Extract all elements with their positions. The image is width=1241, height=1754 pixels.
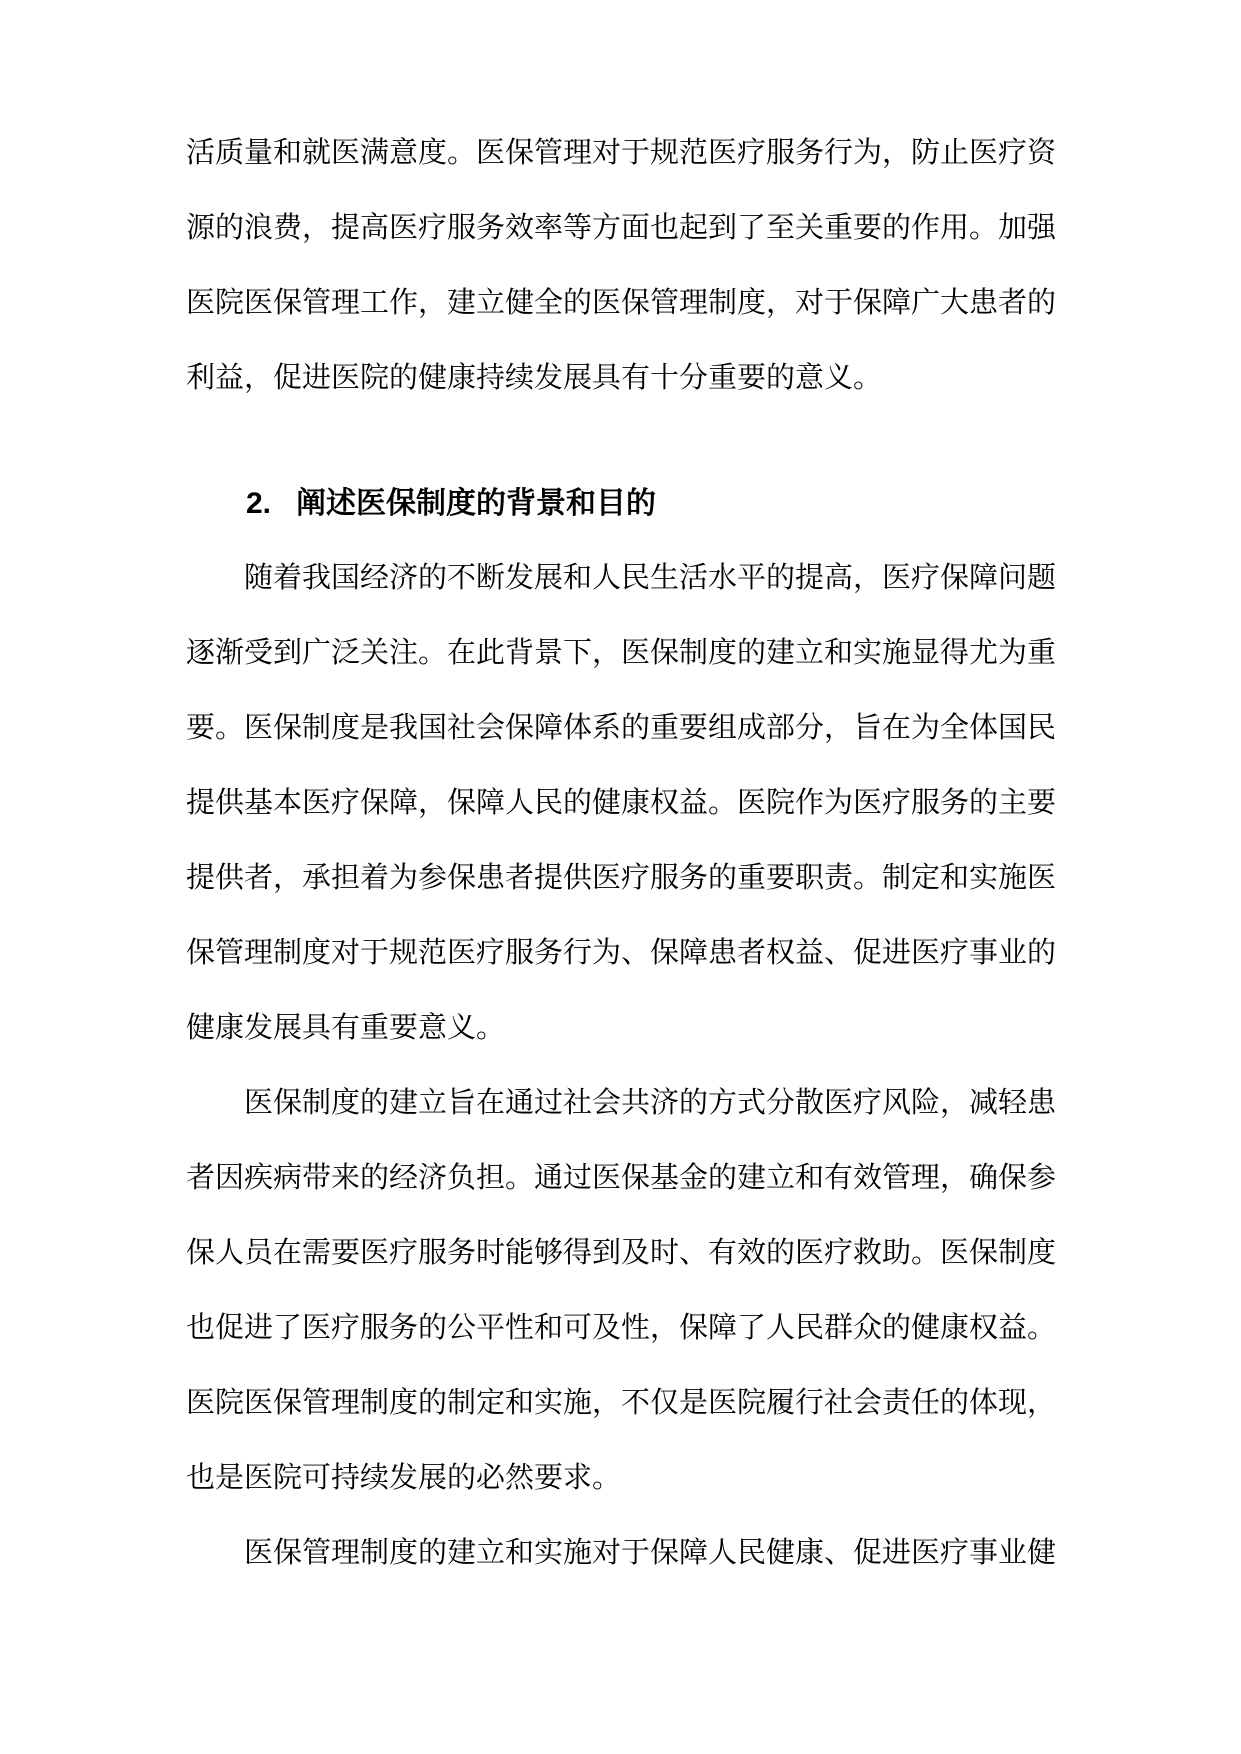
section-heading-number: 2.	[246, 487, 272, 520]
page-content	[186, 116, 1056, 1591]
paragraph-continuation: 活质量和就医满意度。医保管理对于规范医疗服务行为，防止医疗资源的浪费，提高医疗服务效率等方面也起到了至关重要的作用。加强医院医保管理工作，建立健全的医保管理制度，对于保障广大患者的利益，促进医院的健康持续发展具有十分重要的意义。	[186, 137, 1057, 394]
paragraph-significance-truncated: 医保管理制度的建立和实施对于保障人民健康、促进医疗事业健	[244, 1537, 1057, 1569]
section-heading-title: 阐述医保制度的背景和目的	[296, 487, 657, 520]
section-heading	[186, 466, 1056, 541]
paragraph-purpose: 医保制度的建立旨在通过社会共济的方式分散医疗风险，减轻患者因疾病带来的经济负担。通过医保基金的建立和有效管理，确保参保人员在需要医疗服务时能够得到及时、有效的医疗救助。医保制度也促进了医疗服务的公平性和可及性，保障了人民群众的健康权益。医院医保管理制度的制定和实施，不仅是医院履行社会责任的体现，也是医院可持续发展的必然要求。	[186, 1087, 1057, 1494]
paragraph-background: 随着我国经济的不断发展和人民生活水平的提高，医疗保障问题逐渐受到广泛关注。在此背景下，医保制度的建立和实施显得尤为重要。医保制度是我国社会保障体系的重要组成部分，旨在为全体国民提供基本医疗保障，保障人民的健康权益。医院作为医疗服务的主要提供者，承担着为参保患者提供医疗服务的重要职责。制定和实施医保管理制度对于规范医疗服务行为、保障患者权益、促进医疗事业的健康发展具有重要意义。	[186, 562, 1057, 1044]
